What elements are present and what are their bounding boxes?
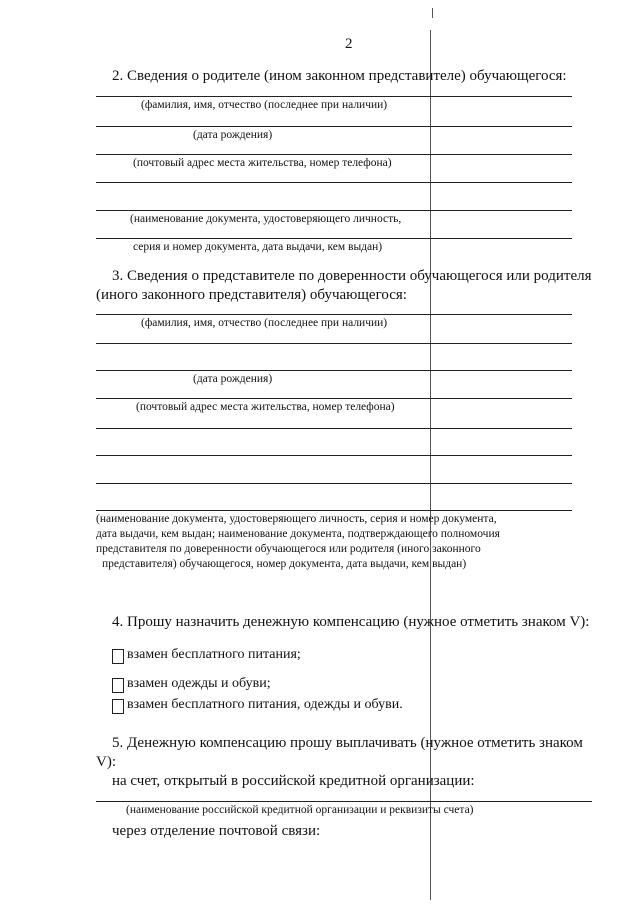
section-5-heading-line-1: 5. Денежную компенсацию прошу выплачивать (нужное отметить знаком: [112, 735, 583, 751]
section-3-heading-line-2: (иного законного представителя) обучающегося:: [96, 287, 407, 303]
fill-line[interactable]: [96, 801, 592, 802]
caption-address: (почтовый адрес места жительства, номер телефона): [136, 401, 395, 413]
section-3-heading-line-1: 3. Сведения о представителе по доверенности обучающегося или родителя: [112, 268, 592, 284]
caption-document-line-1: (наименование документа, удостоверяющего личность, серия и номер документа,: [96, 513, 497, 525]
section-4-heading: 4. Прошу назначить денежную компенсацию (нужное отметить знаком V):: [112, 614, 590, 630]
fill-line[interactable]: [96, 483, 572, 484]
caption-document-line-3: представителя по доверенности обучающегося или родителя (иного законного: [96, 543, 481, 555]
fill-line[interactable]: [96, 455, 572, 456]
option-food-clothes-label: взамен бесплатного питания, одежды и обуви.: [127, 697, 403, 712]
caption-document-line-4: представителя) обучающегося, номер документа, дата выдачи, кем выдан): [102, 558, 467, 570]
fill-line[interactable]: [96, 510, 572, 511]
fill-line[interactable]: [96, 238, 572, 239]
fill-line[interactable]: [96, 96, 572, 97]
checkbox-food-clothes[interactable]: [112, 699, 124, 714]
fill-line[interactable]: [96, 314, 572, 315]
fill-line[interactable]: [96, 398, 572, 399]
caption-document-line-2: дата выдачи, кем выдан; наименование документа, подтверждающего полномочия: [96, 528, 500, 540]
page-number: 2: [345, 36, 353, 52]
fill-line[interactable]: [96, 210, 572, 211]
bank-account-option: на счет, открытый в российской кредитной организации:: [112, 773, 475, 789]
caption-document-2: серия и номер документа, дата выдачи, кем выдан): [133, 241, 383, 253]
section-5-heading-line-2: V):: [96, 754, 116, 770]
fill-line[interactable]: [96, 428, 572, 429]
post-office-option: через отделение почтовой связи:: [112, 823, 321, 839]
fill-line[interactable]: [96, 182, 572, 183]
fill-line[interactable]: [96, 370, 572, 371]
caption-bank-details: (наименование российской кредитной организации и реквизиты счета): [126, 804, 474, 816]
option-clothes-label: взамен одежды и обуви;: [127, 676, 271, 691]
fill-line[interactable]: [96, 126, 572, 127]
checkbox-food[interactable]: [112, 649, 124, 664]
scan-fold-line: [430, 30, 431, 900]
checkbox-clothes[interactable]: [112, 678, 124, 693]
section-2-heading: 2. Сведения о родителе (ином законном представителе) обучающегося:: [112, 68, 567, 84]
caption-fio: (фамилия, имя, отчество (последнее при наличии): [141, 317, 388, 329]
caption-document: (наименование документа, удостоверяющего личность,: [130, 213, 402, 225]
caption-birth-date: (дата рождения): [193, 129, 273, 141]
scan-mark: [432, 8, 433, 18]
fill-line[interactable]: [96, 343, 572, 344]
caption-address: (почтовый адрес места жительства, номер телефона): [133, 157, 392, 169]
option-food-label: взамен бесплатного питания;: [127, 647, 301, 662]
caption-fio: (фамилия, имя, отчество (последнее при наличии): [141, 99, 388, 111]
fill-line[interactable]: [96, 154, 572, 155]
caption-birth-date: (дата рождения): [193, 373, 273, 385]
